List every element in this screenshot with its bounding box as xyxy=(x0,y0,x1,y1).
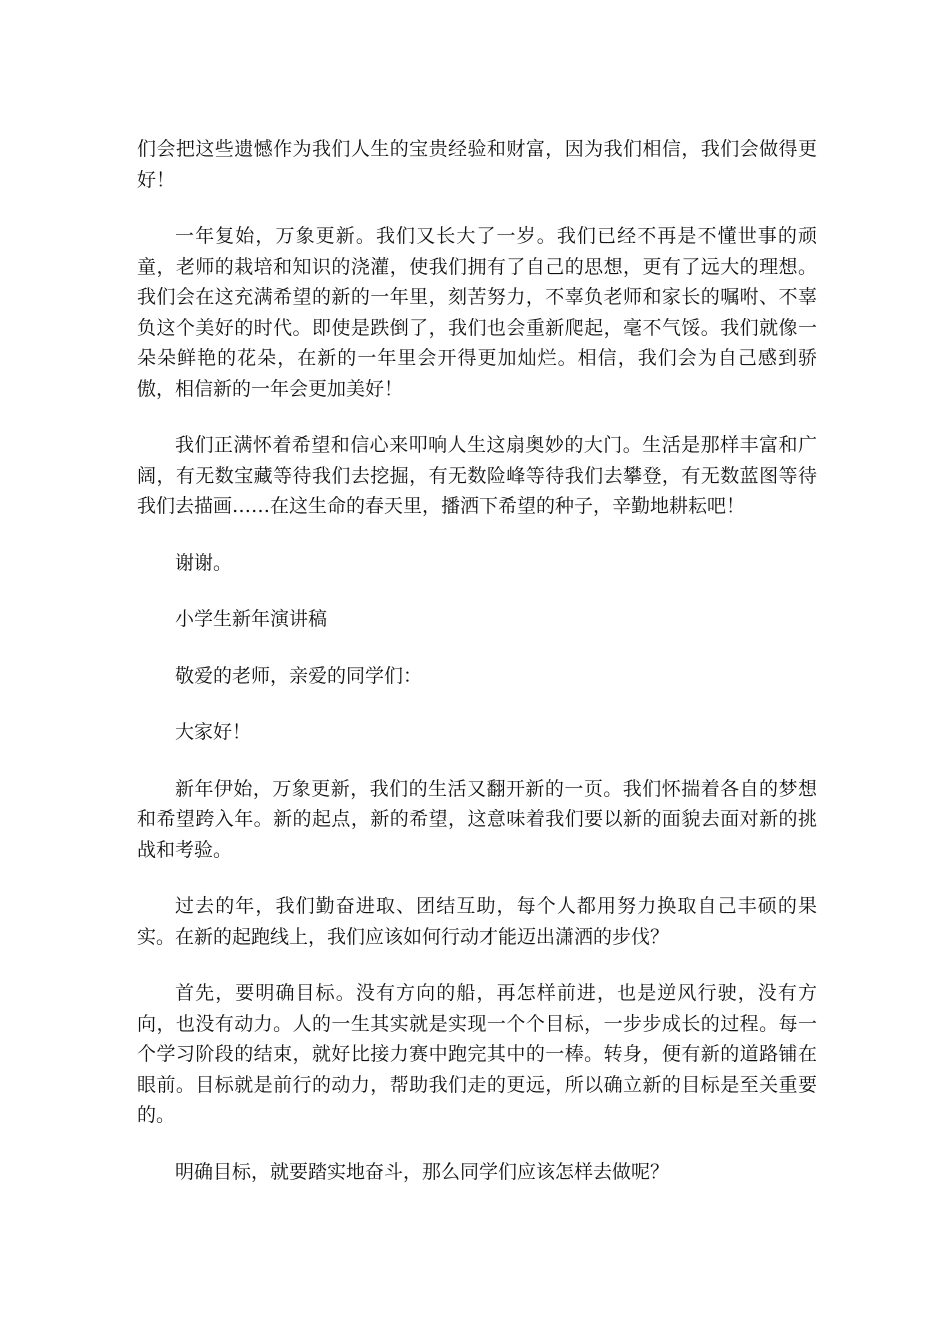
closing-thanks: 谢谢。 xyxy=(175,551,233,574)
paragraph: 明确目标，就要踏实地奋斗，那么同学们应该怎样去做呢？ xyxy=(175,1160,670,1183)
document-body xyxy=(137,134,817,1213)
salutation: 敬爱的老师，亲爱的同学们： xyxy=(175,664,423,687)
speech-title: 小学生新年演讲稿 xyxy=(175,608,328,630)
paragraph: 首先，要明确目标。没有方向的船，再怎样前进，也是逆风行驶，没有方向，也没有动力。人的一生其实就是实现一个个目标，一步步成长的过程。每一个学习阶段的结束，就好比接力赛中跑完其中的一棒。转身，便有新的道路铺在眼前。目标就是前行的动力，帮助我们走的更远，所以确立新的目标是至关重要的。 xyxy=(137,982,817,1126)
paragraph: 我们正满怀着希望和信心来叩响人生这扇奥妙的大门。生活是那样丰富和广阔，有无数宝藏等待我们去挖掘，有无数险峰等待我们去攀登，有无数蓝图等待我们去描画……在这生命的春天里，播洒下希望的种子，辛勤地耕耘吧！ xyxy=(137,434,817,517)
greeting: 大家好！ xyxy=(175,721,252,743)
paragraph: 新年伊始，万象更新，我们的生活又翻开新的一页。我们怀揣着各自的梦想和希望跨入年。新的起点，新的希望，这意味着我们要以新的面貌去面对新的挑战和考验。 xyxy=(137,777,817,861)
paragraph: 过去的年，我们勤奋进取、团结互助，每个人都用努力换取自己丰硕的果实。在新的起跑线上，我们应该如何行动才能迈出潇洒的步伐？ xyxy=(137,895,817,948)
paragraph-continuation: 们会把这些遗憾作为我们人生的宝贵经验和财富，因为我们相信，我们会做得更好！ xyxy=(137,138,817,191)
paragraph: 一年复始，万象更新。我们又长大了一岁。我们已经不再是不懂世事的顽童，老师的栽培和知识的浇灌，使我们拥有了自己的思想，更有了远大的理想。我们会在这充满希望的新的一年里，刻苦努力，不辜负老师和家长的嘱咐、不辜负这个美好的时代。即使是跌倒了，我们也会重新爬起，毫不气馁。我们就像一朵朵鲜艳的花朵，在新的一年里会开得更加灿烂。相信，我们会为自己感到骄傲，相信新的一年会更加美好！ xyxy=(137,225,817,400)
